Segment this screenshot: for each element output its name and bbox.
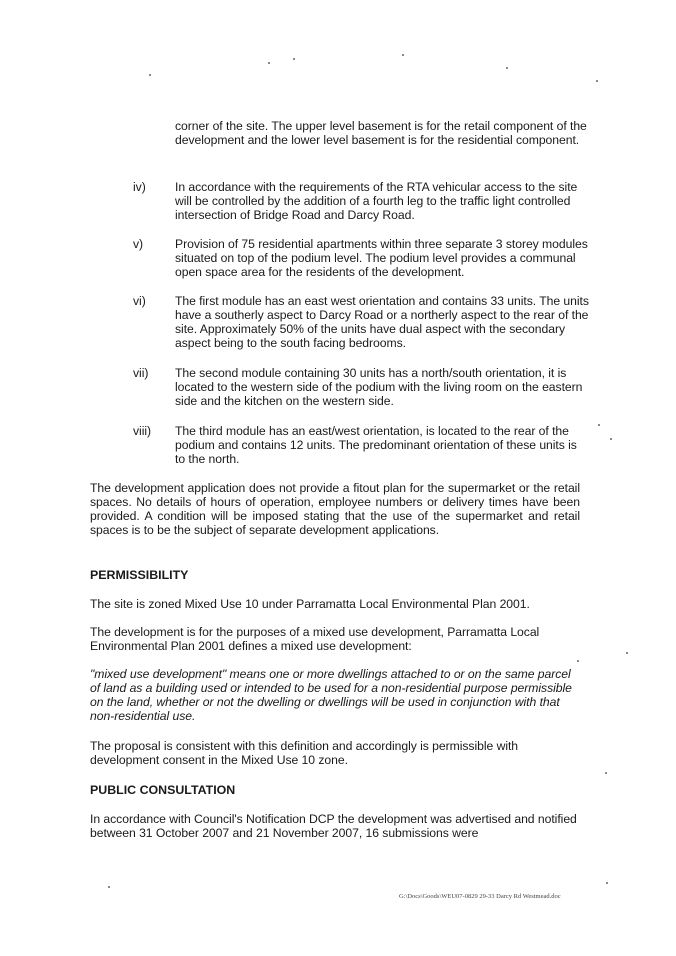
list-item-number: viii)	[133, 424, 152, 438]
continuation-paragraph: corner of the site. The upper level basement is for the retail component of the development and the lower level basement is for the residential component.	[175, 119, 587, 147]
scan-speck	[149, 74, 151, 76]
scan-speck	[606, 882, 608, 884]
definition-quote: "mixed use development" means one or more dwellings attached to or on the same parcel of land as a building used or intended to be used for a non-residential purpose permissible on the land, whether or not the dwelling or dwellings will be used in conjunction with that non-residential use.	[90, 667, 572, 723]
list-item-text: The third module has an east/west orientation, is located to the rear of the podium and contains 12 units. The predominant orientation of these units is to the north.	[175, 424, 577, 466]
scan-speck	[268, 62, 270, 64]
scan-speck	[108, 886, 110, 888]
scan-speck	[626, 652, 628, 654]
permissibility-heading: PERMISSIBILITY	[90, 568, 189, 582]
list-item-number: iv)	[133, 180, 146, 194]
list-item-number: vi)	[133, 294, 146, 308]
definition-intro-paragraph: The development is for the purposes of a mixed use development, Parramatta Local Environmental Plan 2001 defines a mixed use development:	[90, 625, 540, 653]
public-consultation-paragraph: In accordance with Council's Notification DCP the development was advertised and notified between 31 October 2007 and 21 November 2007, 16 submissions were	[90, 812, 577, 840]
scan-speck	[293, 58, 295, 60]
zoning-paragraph: The site is zoned Mixed Use 10 under Parramatta Local Environmental Plan 2001.	[90, 597, 530, 611]
scan-speck	[610, 438, 612, 440]
public-consultation-heading: PUBLIC CONSULTATION	[90, 783, 236, 797]
scan-speck	[605, 772, 607, 774]
list-item-number: vii)	[133, 366, 149, 380]
footer-file-path: G:\Docs\Goods\WEU07-0829 29-33 Darcy Rd Westmead.doc	[399, 893, 561, 900]
scan-speck	[506, 67, 508, 69]
list-item-text: In accordance with the requirements of the RTA vehicular access to the site will be controlled by the addition of a fourth leg to the traffic light controlled intersection of Bridge Road and Darcy Road.	[175, 180, 578, 222]
list-item-text: The first module has an east west orientation and contains 33 units. The units have a southerly aspect to Darcy Road or a northerly aspect to the rear of the site. Approximately 50% of the units have dual aspect with the secondary aspect being to the south facing bedrooms.	[175, 294, 589, 350]
list-item-text: Provision of 75 residential apartments within three separate 3 storey modules situated on top of the podium level. The podium level provides a communal open space area for the residents of the development.	[175, 237, 588, 279]
scan-speck	[577, 660, 579, 662]
list-item-text: The second module containing 30 units has a north/south orientation, it is located to the western side of the podium with the living room on the eastern side and the kitchen on the western side.	[175, 366, 583, 408]
scan-speck	[596, 80, 598, 82]
scan-speck	[402, 54, 404, 56]
conclusion-paragraph: The proposal is consistent with this definition and accordingly is permissible with development consent in the Mixed Use 10 zone.	[90, 739, 519, 767]
list-item-number: v)	[133, 237, 144, 251]
scan-speck	[598, 424, 600, 426]
fitout-paragraph: The development application does not provide a fitout plan for the supermarket or the retail spaces. No details of hours of operation, employee numbers or delivery times have been provided. A condition will be imposed stating that the use of the supermarket and retail spaces is to be the subject of separate development applications.	[90, 481, 580, 537]
